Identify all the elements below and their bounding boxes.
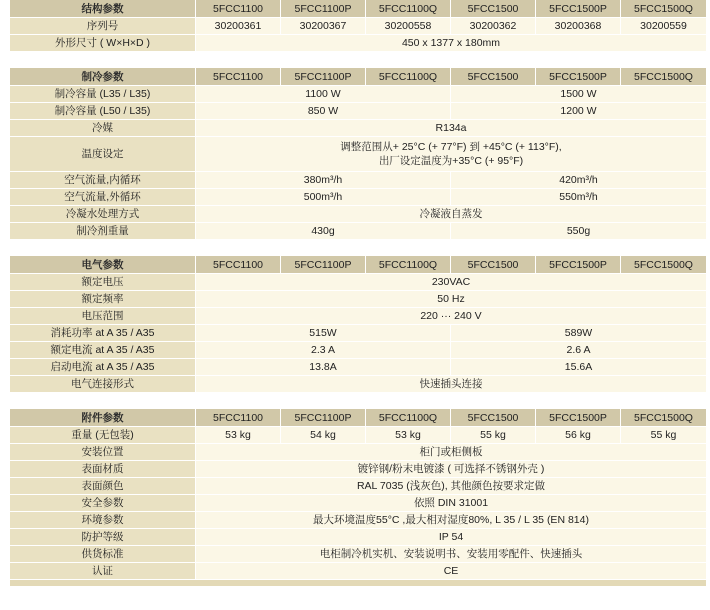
spec-value: 450 x 1377 x 180mm: [196, 35, 706, 52]
spec-label: 空气流量,内循环: [10, 172, 196, 189]
model-header: 5FCC1100Q: [366, 0, 451, 18]
section-title: 附件参数: [10, 409, 196, 427]
spec-value: 54 kg: [281, 427, 366, 444]
model-header: 5FCC1500P: [536, 0, 621, 18]
spec-row: [10, 103, 706, 120]
spec-label: 制冷容量 (L35 / L35): [10, 86, 196, 103]
model-header: 5FCC1100: [196, 409, 281, 427]
model-header: 5FCC1100Q: [366, 256, 451, 274]
spec-row: [10, 529, 706, 546]
spec-value: 430g: [196, 223, 451, 240]
spec-label: 空气流量,外循环: [10, 189, 196, 206]
spec-value: 420m³/h: [451, 172, 706, 189]
spec-value: 380m³/h: [196, 172, 451, 189]
spec-label: 重量 (无包装): [10, 427, 196, 444]
spec-value: 30200368: [536, 18, 621, 35]
spec-label: 外形尺寸 ( W×H×D ): [10, 35, 196, 52]
spec-label: 启动电流 at A 35 / A35: [10, 359, 196, 376]
section-gap: [10, 240, 706, 256]
spec-value: 30200362: [451, 18, 536, 35]
spec-row: [10, 478, 706, 495]
model-header: 5FCC1100: [196, 0, 281, 18]
section-gap: [10, 393, 706, 409]
spec-label: 环境参数: [10, 512, 196, 529]
spec-value: 56 kg: [536, 427, 621, 444]
spec-label: 额定电流 at A 35 / A35: [10, 342, 196, 359]
spec-row: [10, 495, 706, 512]
model-header: 5FCC1500: [451, 256, 536, 274]
section-title: 电气参数: [10, 256, 196, 274]
spec-label: 冷凝水处理方式: [10, 206, 196, 223]
spec-value: IP 54: [196, 529, 706, 546]
spec-label: 供货标准: [10, 546, 196, 563]
spec-label: 额定电压: [10, 274, 196, 291]
spec-value: 30200367: [281, 18, 366, 35]
spec-value: 15.6A: [451, 359, 706, 376]
spec-label: 额定频率: [10, 291, 196, 308]
model-header: 5FCC1500: [451, 68, 536, 86]
spec-value: 55 kg: [621, 427, 706, 444]
spec-value: 230VAC: [196, 274, 706, 291]
spec-value: 589W: [451, 325, 706, 342]
spec-value: 53 kg: [196, 427, 281, 444]
model-header: 5FCC1500Q: [621, 256, 706, 274]
spec-value: 电柜制冷机实机、安装说明书、安装用零配件、快速插头: [196, 546, 706, 563]
spec-row: [10, 427, 706, 444]
spec-row: [10, 546, 706, 563]
spec-label: 电压范围: [10, 308, 196, 325]
model-header: 5FCC1500P: [536, 68, 621, 86]
spec-row: [10, 308, 706, 325]
section-header-structure: [10, 0, 706, 18]
spec-label: 消耗功率 at A 35 / A35: [10, 325, 196, 342]
spec-value: 镀锌钢/粉末电镀漆 ( 可选择不锈钢外壳 ): [196, 461, 706, 478]
spec-row: [10, 274, 706, 291]
model-header: 5FCC1500Q: [621, 409, 706, 427]
model-header: 5FCC1100P: [281, 0, 366, 18]
spec-label: 认证: [10, 563, 196, 580]
spec-row: [10, 512, 706, 529]
spec-row: [10, 376, 706, 393]
spec-value: 55 kg: [451, 427, 536, 444]
spec-value: 柜门或柜侧板: [196, 444, 706, 461]
model-header: 5FCC1100: [196, 68, 281, 86]
spec-value: 冷凝液自蒸发: [196, 206, 706, 223]
spec-value: 515W: [196, 325, 451, 342]
spec-value: 2.3 A: [196, 342, 451, 359]
spec-value: 500m³/h: [196, 189, 451, 206]
spec-row: [10, 359, 706, 376]
spec-row: [10, 342, 706, 359]
spec-label: 防护等级: [10, 529, 196, 546]
model-header: 5FCC1500P: [536, 409, 621, 427]
spec-value: 2.6 A: [451, 342, 706, 359]
model-header: 5FCC1500: [451, 0, 536, 18]
spec-value: 850 W: [196, 103, 451, 120]
spec-row: [10, 223, 706, 240]
bottom-rule: [10, 580, 706, 586]
spec-table: [10, 0, 706, 580]
spec-value: 最大环境温度55°C ,最大相对湿度80%, L 35 / L 35 (EN 814): [196, 512, 706, 529]
spec-row: [10, 18, 706, 35]
model-header: 5FCC1100: [196, 256, 281, 274]
spec-value: 53 kg: [366, 427, 451, 444]
spec-row: [10, 444, 706, 461]
model-header: 5FCC1500Q: [621, 0, 706, 18]
spec-label: 温度设定: [10, 137, 196, 172]
section-title: 制冷参数: [10, 68, 196, 86]
spec-row: [10, 291, 706, 308]
spec-row: [10, 206, 706, 223]
section-header-electrical: [10, 256, 706, 274]
model-header: 5FCC1500P: [536, 256, 621, 274]
model-header: 5FCC1100P: [281, 409, 366, 427]
spec-label: 表面材质: [10, 461, 196, 478]
model-header: 5FCC1100Q: [366, 68, 451, 86]
spec-label: 电气连接形式: [10, 376, 196, 393]
spec-label: 制冷剂重量: [10, 223, 196, 240]
spec-value: CE: [196, 563, 706, 580]
spec-value: R134a: [196, 120, 706, 137]
spec-label: 制冷容量 (L50 / L35): [10, 103, 196, 120]
spec-row: [10, 325, 706, 342]
spec-value: 30200558: [366, 18, 451, 35]
spec-sheet: [10, 0, 706, 586]
spec-row: [10, 120, 706, 137]
spec-value: 依照 DIN 31001: [196, 495, 706, 512]
spec-value: 30200361: [196, 18, 281, 35]
spec-row: [10, 137, 706, 172]
model-header: 5FCC1100P: [281, 256, 366, 274]
model-header: 5FCC1100Q: [366, 409, 451, 427]
spec-row: [10, 189, 706, 206]
model-header: 5FCC1100P: [281, 68, 366, 86]
spec-row: [10, 563, 706, 580]
spec-value: 1200 W: [451, 103, 706, 120]
section-title: 结构参数: [10, 0, 196, 18]
spec-label: 安全参数: [10, 495, 196, 512]
spec-value: 220 ··· 240 V: [196, 308, 706, 325]
spec-value: 50 Hz: [196, 291, 706, 308]
spec-row: [10, 35, 706, 52]
spec-label: 表面颜色: [10, 478, 196, 495]
spec-label: 序列号: [10, 18, 196, 35]
spec-value: 1100 W: [196, 86, 451, 103]
spec-value: 550g: [451, 223, 706, 240]
spec-value: 550m³/h: [451, 189, 706, 206]
spec-row: [10, 461, 706, 478]
spec-value: 13.8A: [196, 359, 451, 376]
section-header-cooling: [10, 68, 706, 86]
spec-value: 调整范围从+ 25°C (+ 77°F) 到 +45°C (+ 113°F), 出厂设定温度为+35°C (+ 95°F): [196, 137, 706, 172]
model-header: 5FCC1500: [451, 409, 536, 427]
spec-row: [10, 86, 706, 103]
section-gap: [10, 52, 706, 68]
spec-label: 冷媒: [10, 120, 196, 137]
spec-label: 安装位置: [10, 444, 196, 461]
section-header-accessories: [10, 409, 706, 427]
spec-value: 1500 W: [451, 86, 706, 103]
spec-value: 快速插头连接: [196, 376, 706, 393]
model-header: 5FCC1500Q: [621, 68, 706, 86]
spec-value: RAL 7035 (浅灰色), 其他颜色按要求定做: [196, 478, 706, 495]
spec-row: [10, 172, 706, 189]
spec-value: 30200559: [621, 18, 706, 35]
